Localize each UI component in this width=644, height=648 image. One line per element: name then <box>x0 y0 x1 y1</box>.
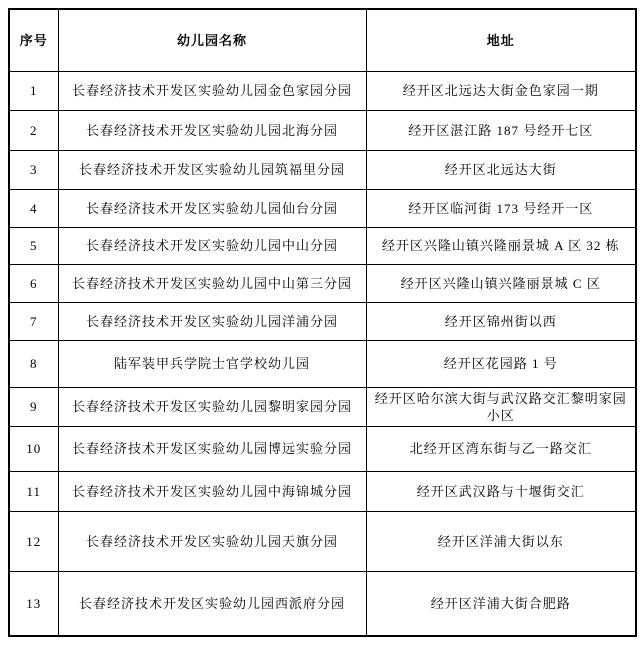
row-no-cell: 6 <box>9 264 58 302</box>
kindergarten-table <box>8 8 637 637</box>
table-header-row <box>9 9 636 71</box>
table-row <box>9 302 636 340</box>
table-row <box>9 227 636 264</box>
row-address-cell: 经开区兴隆山镇兴隆丽景城 A 区 32 栋 <box>366 227 636 264</box>
row-address-cell: 经开区北远达大街金色家园一期 <box>366 71 636 110</box>
row-no-cell: 8 <box>9 340 58 387</box>
header-cell-name: 幼儿园名称 <box>58 9 366 71</box>
row-no-cell: 12 <box>9 511 58 571</box>
row-address-cell: 经开区哈尔滨大街与武汉路交汇黎明家园小区 <box>366 387 636 426</box>
row-no-cell: 11 <box>9 471 58 511</box>
row-address-cell: 经开区兴隆山镇兴隆丽景城 C 区 <box>366 264 636 302</box>
row-address-cell: 经开区洋浦大街合肥路 <box>366 571 636 636</box>
row-no-cell: 13 <box>9 571 58 636</box>
row-name-cell: 长春经济技术开发区实验幼儿园天旗分园 <box>58 511 366 571</box>
row-name-cell: 长春经济技术开发区实验幼儿园中山分园 <box>58 227 366 264</box>
table-row <box>9 471 636 511</box>
table-row <box>9 511 636 571</box>
row-address-cell: 经开区临河街 173 号经开一区 <box>366 189 636 227</box>
row-name-cell: 长春经济技术开发区实验幼儿园北海分园 <box>58 110 366 150</box>
row-no-cell: 9 <box>9 387 58 426</box>
row-address-cell: 经开区洋浦大街以东 <box>366 511 636 571</box>
table-row <box>9 387 636 426</box>
row-no-cell: 1 <box>9 71 58 110</box>
table-row <box>9 189 636 227</box>
table-row <box>9 110 636 150</box>
row-name-cell: 长春经济技术开发区实验幼儿园西派府分园 <box>58 571 366 636</box>
row-name-cell: 长春经济技术开发区实验幼儿园中海锦城分园 <box>58 471 366 511</box>
row-no-cell: 7 <box>9 302 58 340</box>
table-row <box>9 571 636 636</box>
table-row <box>9 150 636 189</box>
row-name-cell: 长春经济技术开发区实验幼儿园金色家园分园 <box>58 71 366 110</box>
table-row <box>9 426 636 471</box>
row-no-cell: 2 <box>9 110 58 150</box>
row-address-cell: 经开区花园路 1 号 <box>366 340 636 387</box>
row-no-cell: 5 <box>9 227 58 264</box>
table-row <box>9 71 636 110</box>
table-row <box>9 264 636 302</box>
row-name-cell: 长春经济技术开发区实验幼儿园博远实验分园 <box>58 426 366 471</box>
row-name-cell: 长春经济技术开发区实验幼儿园黎明家园分园 <box>58 387 366 426</box>
row-address-cell: 经开区湛江路 187 号经开七区 <box>366 110 636 150</box>
table-row <box>9 340 636 387</box>
row-no-cell: 4 <box>9 189 58 227</box>
row-address-cell: 经开区锦州街以西 <box>366 302 636 340</box>
row-no-cell: 10 <box>9 426 58 471</box>
row-name-cell: 长春经济技术开发区实验幼儿园洋浦分园 <box>58 302 366 340</box>
row-name-cell: 长春经济技术开发区实验幼儿园仙台分园 <box>58 189 366 227</box>
row-no-cell: 3 <box>9 150 58 189</box>
row-name-cell: 长春经济技术开发区实验幼儿园筑福里分园 <box>58 150 366 189</box>
header-cell-address: 地址 <box>366 9 636 71</box>
row-address-cell: 经开区北远达大街 <box>366 150 636 189</box>
row-name-cell: 陆军装甲兵学院士官学校幼儿园 <box>58 340 366 387</box>
row-address-cell: 经开区武汉路与十堰街交汇 <box>366 471 636 511</box>
row-name-cell: 长春经济技术开发区实验幼儿园中山第三分园 <box>58 264 366 302</box>
header-cell-no: 序号 <box>9 9 58 71</box>
row-address-cell: 北经开区湾东街与乙一路交汇 <box>366 426 636 471</box>
